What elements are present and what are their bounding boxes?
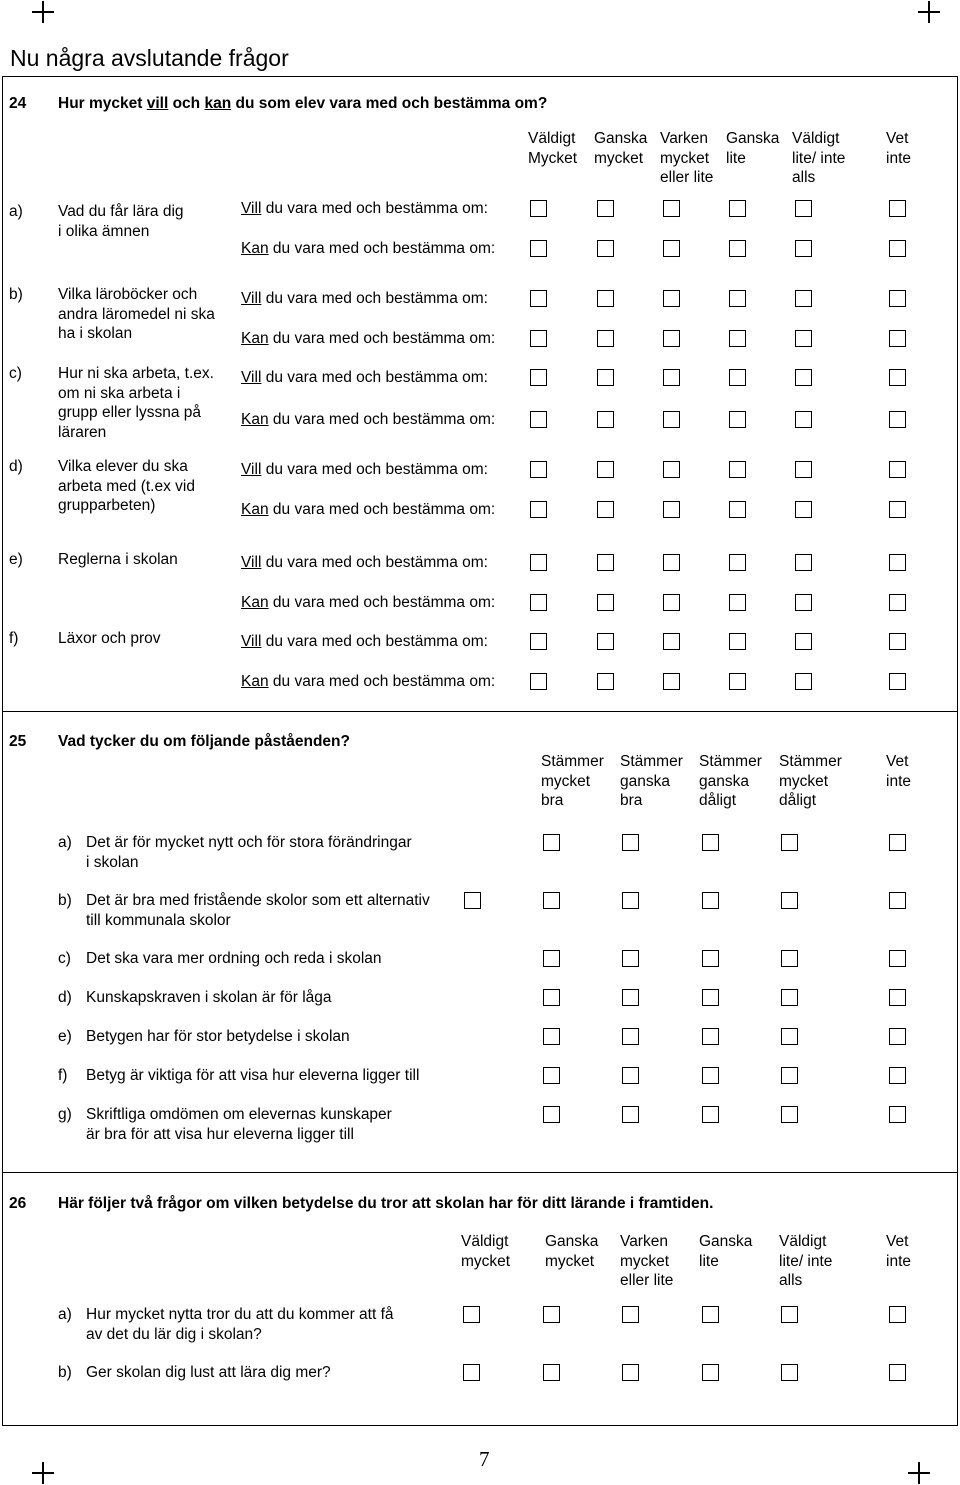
q25-item-5-checkbox-3[interactable]	[781, 1067, 798, 1084]
q26-header-line: Väldigt	[779, 1233, 827, 1250]
q25-item-letter: f)	[58, 1067, 68, 1084]
q24-vill-prompt	[241, 199, 488, 219]
q24-kan-text: du vara med och bestämma om:	[268, 501, 496, 518]
q25-header-line: ganska	[620, 772, 670, 790]
q24-kan-text: du vara med och bestämma om:	[268, 594, 496, 611]
q25-item-3-checkbox-4[interactable]	[889, 989, 906, 1006]
q26-title: Här följer två frågor om vilken betydelse du tror att skolan har för ditt lärande i framtiden.	[58, 1195, 714, 1212]
q24-kan-prompt	[241, 329, 495, 349]
q24-kan-prompt	[241, 672, 495, 692]
q24-item-text: grupparbeten)	[58, 497, 156, 514]
q24-item-text: om ni ska arbeta i	[58, 384, 181, 402]
q26-item-text: Hur mycket nytta tror du att du kommer att få	[86, 1306, 394, 1323]
q24-vill-prompt	[241, 368, 488, 388]
q25-item-6-checkbox-0[interactable]	[543, 1106, 560, 1123]
q24-kan-text: du vara med och bestämma om:	[268, 240, 496, 257]
q24-kan-keyword: Kan	[241, 240, 269, 257]
q24-kan-checkbox-5[interactable]	[889, 501, 906, 518]
q25-item-6-checkbox-1[interactable]	[622, 1106, 639, 1123]
q25-header-line: Stämmer	[620, 753, 683, 770]
q24-kan-prompt	[241, 410, 495, 430]
q24-vill-checkbox-1[interactable]	[597, 369, 614, 386]
q24-vill-checkbox-0[interactable]	[530, 633, 547, 650]
q24-kan-checkbox-4[interactable]	[795, 240, 812, 257]
q24-vill-checkbox-0[interactable]	[530, 461, 547, 478]
q24-vill-checkbox-3[interactable]	[729, 554, 746, 571]
q25-item-text: Betyg är viktiga för att visa hur eleverna ligger till	[86, 1067, 420, 1084]
q24-kan-checkbox-0[interactable]	[530, 330, 547, 347]
q24-vill-checkbox-5[interactable]	[889, 554, 906, 571]
q25-item-0-checkbox-3[interactable]	[781, 834, 798, 851]
q24-kan-checkbox-0[interactable]	[530, 501, 547, 518]
q24-item-letter: b)	[9, 286, 23, 303]
q25-item-0-checkbox-4[interactable]	[889, 834, 906, 851]
q24-vill-keyword: Vill	[241, 461, 262, 478]
q26-item-0-checkbox-0[interactable]	[463, 1306, 480, 1323]
q25-item-2-checkbox-0[interactable]	[543, 950, 560, 967]
q25-item-letter: c)	[58, 950, 71, 967]
q24-number: 24	[9, 95, 27, 112]
registration-mark-bottom-left	[32, 1462, 54, 1484]
registration-mark-top-right	[918, 1, 940, 23]
q25-item-3-checkbox-0[interactable]	[543, 989, 560, 1006]
q25-item-4-checkbox-3[interactable]	[781, 1028, 798, 1045]
q24-item-text: Vilka läroböcker och	[58, 286, 198, 303]
q25-item-text: Det är bra med fristående skolor som ett alternativ	[86, 892, 430, 909]
q24-header-line: inte	[886, 149, 911, 167]
q24-kan-checkbox-2[interactable]	[663, 501, 680, 518]
q24-kan-checkbox-0[interactable]	[530, 594, 547, 611]
q24-kan-prompt	[241, 500, 495, 520]
q24-vill-checkbox-1[interactable]	[597, 461, 614, 478]
q25-header-line: Stämmer	[699, 753, 762, 770]
q26-header-line: Vet	[886, 1233, 909, 1250]
q24-vill-checkbox-2[interactable]	[663, 633, 680, 650]
q26-item-0-checkbox-4[interactable]	[781, 1306, 798, 1323]
q24-header-line: Väldigt	[792, 130, 840, 147]
q25-item-1-checkbox-1[interactable]	[622, 892, 639, 909]
q24-kan-checkbox-4[interactable]	[795, 330, 812, 347]
q24-kan-checkbox-3[interactable]	[729, 673, 746, 690]
q26-header-line: eller lite	[620, 1272, 674, 1289]
q24-kan-checkbox-2[interactable]	[663, 330, 680, 347]
q24-kan-checkbox-1[interactable]	[597, 411, 614, 428]
q26-header-line: mycket	[620, 1252, 670, 1270]
q24-vill-checkbox-1[interactable]	[597, 554, 614, 571]
q25-item-text: Kunskapskraven i skolan är för låga	[86, 989, 332, 1006]
q24-vill-checkbox-1[interactable]	[597, 200, 614, 217]
q25-item-4-checkbox-1[interactable]	[622, 1028, 639, 1045]
q24-item-text: läraren	[58, 423, 107, 441]
q24-kan-checkbox-5[interactable]	[889, 673, 906, 690]
q24-item-text: Vad du får lära dig	[58, 203, 184, 220]
q24-header-line: lite/ inte	[792, 149, 846, 167]
q24-header-line: mycket	[660, 149, 710, 167]
q24-kan-checkbox-1[interactable]	[597, 240, 614, 257]
q24-kan-checkbox-1[interactable]	[597, 594, 614, 611]
q24-vill-text: du vara med och bestämma om:	[261, 461, 488, 478]
q24-vill-checkbox-0[interactable]	[530, 200, 547, 217]
q24-vill-checkbox-5[interactable]	[889, 290, 906, 307]
q24-kan-keyword: Kan	[241, 673, 269, 690]
q24-vill-prompt	[241, 460, 488, 480]
q25-item-text: Skriftliga omdömen om elevernas kunskaper	[86, 1106, 392, 1123]
q24-vill-checkbox-1[interactable]	[597, 633, 614, 650]
q24-vill-text: du vara med och bestämma om:	[261, 290, 488, 307]
q24-item-text: grupp eller lyssna på	[58, 404, 202, 421]
q25-item-6-checkbox-2[interactable]	[702, 1106, 719, 1123]
frame-top	[2, 76, 958, 77]
q25-item-text: Det ska vara mer ordning och reda i skolan	[86, 950, 382, 967]
q25-header-line: mycket	[541, 772, 591, 790]
q26-item-0-checkbox-5[interactable]	[889, 1306, 906, 1323]
q24-vill-checkbox-4[interactable]	[795, 200, 812, 217]
q26-item-1-checkbox-1[interactable]	[543, 1364, 560, 1381]
frame-right	[957, 76, 958, 1425]
q24-kan-text: du vara med och bestämma om:	[268, 411, 496, 428]
q25-item-5-checkbox-1[interactable]	[622, 1067, 639, 1084]
q25-item-3-checkbox-3[interactable]	[781, 989, 798, 1006]
q24-kan-checkbox-3[interactable]	[729, 411, 746, 428]
q25-item-1-checkbox-2[interactable]	[702, 892, 719, 909]
q25-number: 25	[9, 733, 27, 750]
q26-header-3	[699, 1232, 752, 1271]
q24-vill-text: du vara med och bestämma om:	[261, 369, 488, 386]
q26-header-line: Ganska	[545, 1233, 599, 1250]
q25-item-0-checkbox-2[interactable]	[702, 834, 719, 851]
q25-item-letter: d)	[58, 989, 72, 1006]
q24-vill-checkbox-4[interactable]	[795, 554, 812, 571]
q24-kan-text: du vara med och bestämma om:	[268, 330, 496, 347]
q24-vill-prompt	[241, 632, 488, 652]
q24-kan-checkbox-4[interactable]	[795, 594, 812, 611]
q24-vill-checkbox-3[interactable]	[729, 200, 746, 217]
q26-item-0-checkbox-3[interactable]	[702, 1306, 719, 1323]
q26-item-1-checkbox-2[interactable]	[622, 1364, 639, 1381]
q24-kan-checkbox-5[interactable]	[889, 411, 906, 428]
q25-item-6-checkbox-3[interactable]	[781, 1106, 798, 1123]
q25-item-5-checkbox-4[interactable]	[889, 1067, 906, 1084]
q25-title: Vad tycker du om följande påståenden?	[58, 733, 350, 750]
q26-item-text: Ger skolan dig lust att lära dig mer?	[86, 1364, 331, 1381]
registration-mark-bottom-right	[908, 1462, 930, 1484]
q26-item-0-checkbox-2[interactable]	[622, 1306, 639, 1323]
q24-vill-checkbox-5[interactable]	[889, 633, 906, 650]
q25-item-letter: g)	[58, 1106, 72, 1123]
q25-item-3-checkbox-1[interactable]	[622, 989, 639, 1006]
q24-item-text: i olika ämnen	[58, 222, 150, 240]
q26-header-line: Varken	[620, 1233, 668, 1250]
q24-kan-keyword: Kan	[241, 594, 269, 611]
q25-item-1-extra-checkbox[interactable]	[464, 892, 481, 909]
q24-item-text: arbeta med (t.ex vid	[58, 477, 195, 495]
q24-kan-checkbox-2[interactable]	[663, 673, 680, 690]
q24-header-5	[886, 129, 911, 168]
q24-header-line: alls	[792, 169, 816, 186]
q25-item-2-checkbox-3[interactable]	[781, 950, 798, 967]
q25-item-2-checkbox-2[interactable]	[702, 950, 719, 967]
q26-item-1-checkbox-5[interactable]	[889, 1364, 906, 1381]
q24-item-text: Läxor och prov	[58, 630, 161, 647]
q25-header-1	[620, 752, 683, 811]
q26-item-1-checkbox-3[interactable]	[702, 1364, 719, 1381]
q24-header-0	[528, 129, 577, 168]
q26-header-2	[620, 1232, 673, 1291]
q25-item-1-checkbox-3[interactable]	[781, 892, 798, 909]
q24-vill-prompt	[241, 553, 488, 573]
q25-header-line: Vet	[886, 753, 909, 770]
q25-header-line: ganska	[699, 772, 749, 790]
q25-header-line: inte	[886, 772, 911, 790]
q25-header-line: bra	[541, 792, 564, 809]
q25-item-2-checkbox-1[interactable]	[622, 950, 639, 967]
q25-header-line: dåligt	[699, 792, 737, 809]
q25-header-0	[541, 752, 604, 811]
frame-bottom	[2, 1425, 958, 1426]
q26-header-1	[545, 1232, 598, 1271]
q24-item-letter: c)	[9, 365, 22, 382]
page-title: Nu några avslutande frågor	[10, 45, 289, 71]
q24-vill-checkbox-4[interactable]	[795, 290, 812, 307]
q26-item-1-checkbox-4[interactable]	[781, 1364, 798, 1381]
q26-header-line: lite/ inte	[779, 1252, 833, 1270]
q24-vill-prompt	[241, 289, 488, 309]
q24-vill-text: du vara med och bestämma om:	[261, 200, 488, 217]
q25-item-text: till kommunala skolor	[86, 911, 231, 929]
q24-vill-checkbox-0[interactable]	[530, 369, 547, 386]
q25-item-text: Betygen har för stor betydelse i skolan	[86, 1028, 350, 1045]
q24-vill-text: du vara med och bestämma om:	[261, 554, 488, 571]
q25-item-3-checkbox-2[interactable]	[702, 989, 719, 1006]
q24-item-letter: d)	[9, 458, 23, 475]
q24-item-text: Reglerna i skolan	[58, 551, 178, 568]
q24-header-line: Vet	[886, 130, 909, 147]
q24-kan-checkbox-3[interactable]	[729, 501, 746, 518]
q25-header-3	[779, 752, 842, 811]
q25-header-2	[699, 752, 762, 811]
q24-vill-checkbox-2[interactable]	[663, 554, 680, 571]
q24-kan-checkbox-3[interactable]	[729, 594, 746, 611]
q25-item-4-checkbox-4[interactable]	[889, 1028, 906, 1045]
q25-item-text: i skolan	[86, 853, 139, 871]
q24-vill-keyword: Vill	[241, 369, 262, 386]
q24-item-text: Hur ni ska arbeta, t.ex.	[58, 365, 214, 382]
q24-item-text: andra läromedel ni ska	[58, 305, 215, 323]
q25-item-letter: e)	[58, 1028, 72, 1045]
q24-vill-keyword: Vill	[241, 554, 262, 571]
q24-header-2	[660, 129, 713, 188]
q26-header-line: mycket	[461, 1252, 511, 1270]
q25-item-6-checkbox-4[interactable]	[889, 1106, 906, 1123]
q24-vill-checkbox-2[interactable]	[663, 290, 680, 307]
q24-vill-checkbox-4[interactable]	[795, 633, 812, 650]
q24-kan-checkbox-1[interactable]	[597, 330, 614, 347]
q26-item-text: av det du lär dig i skolan?	[86, 1325, 262, 1343]
q24-header-line: Ganska	[726, 130, 780, 147]
q24-header-line: lite	[726, 149, 746, 167]
q24-kan-checkbox-0[interactable]	[530, 411, 547, 428]
divider-q25-q26	[2, 1172, 958, 1173]
q26-header-line: Väldigt	[461, 1233, 509, 1250]
q24-vill-checkbox-0[interactable]	[530, 554, 547, 571]
q25-item-0-checkbox-0[interactable]	[543, 834, 560, 851]
q24-header-line: Väldigt	[528, 130, 576, 147]
q24-vill-checkbox-3[interactable]	[729, 633, 746, 650]
q25-item-letter: a)	[58, 834, 72, 851]
q26-item-1-checkbox-0[interactable]	[463, 1364, 480, 1381]
q25-item-1-checkbox-0[interactable]	[543, 892, 560, 909]
q25-header-line: Stämmer	[779, 753, 842, 770]
q25-header-line: dåligt	[779, 792, 817, 809]
q24-vill-checkbox-2[interactable]	[663, 200, 680, 217]
q24-vill-keyword: Vill	[241, 633, 262, 650]
page-number: 7	[479, 1447, 490, 1471]
q24-header-line: eller lite	[660, 169, 714, 186]
q26-header-5	[886, 1232, 911, 1271]
q26-header-line: inte	[886, 1252, 911, 1270]
q24-vill-checkbox-5[interactable]	[889, 461, 906, 478]
q24-item-letter: a)	[9, 203, 23, 220]
q24-kan-checkbox-0[interactable]	[530, 240, 547, 257]
q24-vill-text: du vara med och bestämma om:	[261, 633, 488, 650]
q25-item-4-checkbox-0[interactable]	[543, 1028, 560, 1045]
q24-kan-checkbox-3[interactable]	[729, 330, 746, 347]
q24-title: Hur mycket vill och kan du som elev vara med och bestämma om?	[58, 95, 548, 112]
q26-item-0-checkbox-1[interactable]	[543, 1306, 560, 1323]
q24-header-line: Mycket	[528, 149, 578, 167]
q25-item-letter: b)	[58, 892, 72, 909]
q26-header-line: Ganska	[699, 1233, 753, 1250]
q24-kan-keyword: Kan	[241, 411, 269, 428]
q24-kan-prompt	[241, 239, 495, 259]
q24-kan-text: du vara med och bestämma om:	[268, 673, 496, 690]
q24-kan-checkbox-2[interactable]	[663, 240, 680, 257]
q24-kan-checkbox-3[interactable]	[729, 240, 746, 257]
q25-item-text: Det är för mycket nytt och för stora förändringar	[86, 834, 412, 851]
q25-header-line: mycket	[779, 772, 829, 790]
q24-kan-keyword: Kan	[241, 330, 269, 347]
q25-item-1-checkbox-4[interactable]	[889, 892, 906, 909]
q25-header-4	[886, 752, 911, 791]
q24-kan-checkbox-1[interactable]	[597, 501, 614, 518]
q25-item-5-checkbox-2[interactable]	[702, 1067, 719, 1084]
q24-kan-checkbox-5[interactable]	[889, 330, 906, 347]
q25-item-text: är bra för att visa hur eleverna ligger till	[86, 1125, 354, 1143]
q24-kan-checkbox-4[interactable]	[795, 501, 812, 518]
q25-header-line: Stämmer	[541, 753, 604, 770]
q24-header-line: Varken	[660, 130, 708, 147]
q24-vill-checkbox-2[interactable]	[663, 369, 680, 386]
q24-vill-checkbox-3[interactable]	[729, 461, 746, 478]
q24-item-letter: f)	[9, 630, 19, 647]
q24-header-4	[792, 129, 845, 188]
q24-item-text: ha i skolan	[58, 325, 133, 342]
q24-vill-checkbox-4[interactable]	[795, 461, 812, 478]
q24-header-line: mycket	[594, 149, 644, 167]
q24-kan-prompt	[241, 593, 495, 613]
q24-header-3	[726, 129, 779, 168]
q26-header-line: alls	[779, 1272, 803, 1289]
q26-number: 26	[9, 1195, 27, 1212]
q24-kan-checkbox-4[interactable]	[795, 673, 812, 690]
q25-item-2-checkbox-4[interactable]	[889, 950, 906, 967]
q24-header-1	[594, 129, 647, 168]
q24-vill-keyword: Vill	[241, 290, 262, 307]
q24-vill-checkbox-4[interactable]	[795, 369, 812, 386]
q24-kan-checkbox-5[interactable]	[889, 594, 906, 611]
q24-kan-checkbox-2[interactable]	[663, 411, 680, 428]
q24-item-text: Vilka elever du ska	[58, 458, 188, 475]
q24-kan-checkbox-1[interactable]	[597, 673, 614, 690]
q26-item-letter: a)	[58, 1306, 72, 1323]
q24-item-letter: e)	[9, 551, 23, 568]
divider-q24-q25	[2, 711, 958, 712]
q25-item-5-checkbox-0[interactable]	[543, 1067, 560, 1084]
q26-item-letter: b)	[58, 1364, 72, 1381]
registration-mark-top-left	[32, 1, 54, 23]
q24-vill-checkbox-0[interactable]	[530, 290, 547, 307]
q24-kan-checkbox-2[interactable]	[663, 594, 680, 611]
q25-header-line: bra	[620, 792, 643, 809]
q24-vill-checkbox-3[interactable]	[729, 290, 746, 307]
q24-vill-checkbox-2[interactable]	[663, 461, 680, 478]
q24-kan-keyword: Kan	[241, 501, 269, 518]
q24-vill-checkbox-5[interactable]	[889, 369, 906, 386]
q24-vill-checkbox-5[interactable]	[889, 200, 906, 217]
q24-vill-keyword: Vill	[241, 200, 262, 217]
q24-kan-checkbox-4[interactable]	[795, 411, 812, 428]
q25-item-0-checkbox-1[interactable]	[622, 834, 639, 851]
q26-header-0	[461, 1232, 510, 1271]
q26-header-4	[779, 1232, 832, 1291]
q26-header-line: mycket	[545, 1252, 595, 1270]
q24-kan-checkbox-5[interactable]	[889, 240, 906, 257]
q25-item-4-checkbox-2[interactable]	[702, 1028, 719, 1045]
q24-header-line: Ganska	[594, 130, 648, 147]
frame-left	[2, 76, 3, 1425]
q26-header-line: lite	[699, 1252, 719, 1270]
q24-vill-checkbox-1[interactable]	[597, 290, 614, 307]
q24-vill-checkbox-3[interactable]	[729, 369, 746, 386]
q24-kan-checkbox-0[interactable]	[530, 673, 547, 690]
